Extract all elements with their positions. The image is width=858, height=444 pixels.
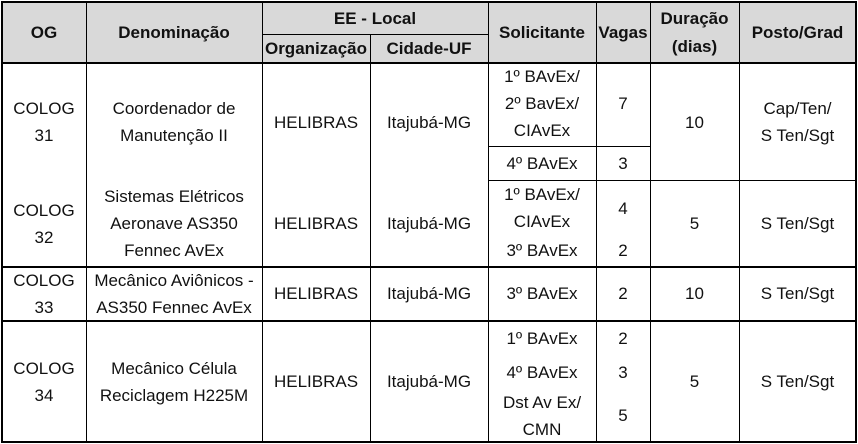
table-row-posto-grad: S Ten/Sgt <box>760 214 835 233</box>
header-ee-local: EE - Local <box>262 2 488 35</box>
table-row-vagas: 4 <box>618 198 628 218</box>
table-row-posto-grad: S Ten/Sgt <box>760 284 835 303</box>
table-row-og: COLOG 32 <box>13 200 75 247</box>
table-row-og: COLOG 33 <box>13 270 75 317</box>
table-row-denominacao: Coordenador de Manutenção II <box>112 99 236 145</box>
table-row-solicitante: 1º BAvEx/ CIAvEx <box>504 185 580 231</box>
header-posto-grad: Posto/Grad <box>739 2 856 63</box>
table-row-vagas: 3 <box>618 153 628 173</box>
header-denominacao: Denominação <box>86 2 262 63</box>
table-row-solicitante: 3º BAvEx <box>506 241 578 260</box>
row-divider <box>1 320 857 322</box>
header-duracao: Duração (dias) <box>650 2 739 63</box>
col-divider <box>739 1 740 443</box>
table-row-denominacao: Mecânico Célula Reciclagem H225M <box>99 358 249 405</box>
table-row-vagas: 7 <box>618 94 628 113</box>
table-row-organizacao: HELIBRAS <box>273 214 359 233</box>
col-divider <box>370 34 371 443</box>
table-row-denominacao: Sistemas Elétricos Aeronave AS350 Fennec AvEx <box>104 187 244 260</box>
table-row-vagas: 3 <box>618 362 628 382</box>
table-border-left <box>1 1 3 443</box>
table-row-solicitante: Dst Av Ex/ CMN <box>502 392 582 439</box>
header-og: OG <box>2 2 86 63</box>
table-row-duracao: 10 <box>685 112 704 132</box>
table-row-posto-grad: Cap/Ten/ S Ten/Sgt <box>760 99 835 145</box>
table-row-denominacao: Mecânico Aviônicos - AS350 Fennec AvEx <box>94 270 254 317</box>
table-row-og: COLOG 31 <box>13 99 75 145</box>
row-divider <box>650 180 856 181</box>
table-row-vagas: 5 <box>618 406 628 425</box>
col-divider <box>86 1 87 443</box>
header-divider-ee <box>262 34 488 35</box>
table-row-organizacao: HELIBRAS <box>273 284 359 303</box>
table-row-duracao: 10 <box>685 284 704 303</box>
table-row-solicitante: 4º BAvEx <box>506 153 578 173</box>
table-row-organizacao: HELIBRAS <box>273 372 359 391</box>
table-row-cidade-uf: Itajubá-MG <box>386 372 472 391</box>
table-border-right <box>855 1 857 443</box>
table-row-og: COLOG 34 <box>13 358 75 405</box>
row-divider <box>488 146 650 147</box>
row-divider <box>1 266 857 268</box>
table-row-vagas: 2 <box>618 328 628 348</box>
table-row-solicitante: 4º BAvEx <box>506 362 578 382</box>
table-row-duracao: 5 <box>689 214 700 233</box>
row-divider <box>488 180 650 181</box>
col-divider <box>262 1 263 443</box>
table-row-solicitante: 1º BAvEx <box>506 328 578 348</box>
table-row-organizacao: HELIBRAS <box>273 112 359 132</box>
header-organizacao: Organização <box>262 35 370 63</box>
col-divider <box>596 1 597 443</box>
header-bottom-line <box>1 62 857 64</box>
header-cidade-uf: Cidade-UF <box>370 35 488 63</box>
header-solicitante: Solicitante <box>488 2 596 63</box>
table-row-duracao: 5 <box>689 372 700 391</box>
table-row-solicitante: 3º BAvEx <box>506 284 578 303</box>
table-row-cidade-uf: Itajubá-MG <box>386 284 472 303</box>
header-vagas: Vagas <box>596 2 650 63</box>
table-row-cidade-uf: Itajubá-MG <box>386 214 472 233</box>
col-divider <box>650 1 651 443</box>
table-border-top <box>1 1 857 3</box>
table-row-vagas: 2 <box>618 241 628 260</box>
col-divider <box>488 1 489 443</box>
table-row-solicitante: 1º BAvEx/ 2º BavEx/ CIAvEx <box>504 67 580 140</box>
table-row-cidade-uf: Itajubá-MG <box>386 112 472 132</box>
table-border-bottom <box>1 441 857 443</box>
table-row-vagas: 2 <box>618 284 628 303</box>
table-row-posto-grad: S Ten/Sgt <box>760 372 835 391</box>
